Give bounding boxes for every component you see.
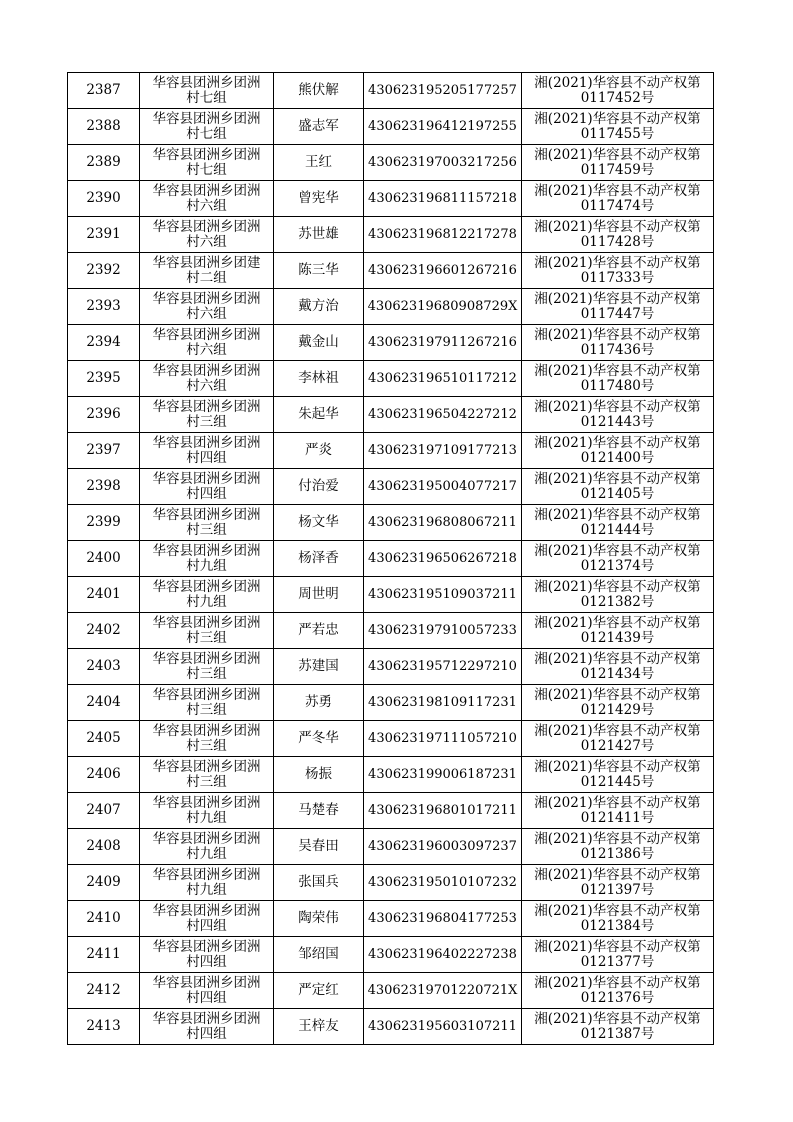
owner-name-cell: 苏勇 [274, 685, 364, 721]
address-cell [140, 685, 274, 721]
address-cell-line: 华容县团洲乡团洲 [152, 938, 261, 955]
owner-name-cell: 周世明 [274, 577, 364, 613]
certificate-number-cell [522, 289, 714, 325]
serial-number-cell: 2389 [68, 145, 140, 181]
address-cell-line: 华容县团洲乡团洲 [152, 542, 261, 559]
address-cell-line: 村三组 [186, 665, 227, 682]
certificate-number-cell-line: 0117474号 [580, 197, 655, 214]
address-cell-line: 华容县团洲乡团洲 [152, 758, 261, 775]
certificate-number-cell-line: 0121443号 [580, 413, 655, 430]
certificate-number-cell [522, 937, 714, 973]
address-cell-line: 华容县团洲乡团洲 [152, 434, 261, 451]
certificate-number-cell [522, 505, 714, 541]
serial-number-cell: 2394 [68, 325, 140, 361]
registry-table-body [68, 73, 714, 1045]
certificate-number-cell-line: 0121382号 [580, 593, 655, 610]
certificate-number-cell [522, 73, 714, 109]
address-cell-line: 华容县团洲乡团洲 [152, 218, 261, 235]
id-number-cell: 430623197003217256 [364, 145, 522, 181]
address-cell-line: 华容县团洲乡团洲 [152, 182, 261, 199]
id-number-cell: 430623196402227238 [364, 937, 522, 973]
certificate-number-cell-line: 0121439号 [580, 629, 655, 646]
certificate-number-cell-line: 0121377号 [580, 953, 655, 970]
address-cell-line: 村三组 [186, 701, 227, 718]
id-number-cell: 430623196812217278 [364, 217, 522, 253]
owner-name-cell: 严定红 [274, 973, 364, 1009]
certificate-number-cell-line: 湘(2021)华容县不动产权第 [534, 722, 701, 739]
address-cell-line: 村九组 [186, 557, 227, 574]
id-number-cell: 430623196504227212 [364, 397, 522, 433]
address-cell-line: 村三组 [186, 737, 227, 754]
certificate-number-cell-line: 0121427号 [580, 737, 655, 754]
address-cell-line: 村六组 [186, 377, 227, 394]
address-cell-line: 华容县团洲乡团洲 [152, 578, 261, 595]
table-row [68, 181, 714, 217]
serial-number-cell: 2395 [68, 361, 140, 397]
table-row [68, 541, 714, 577]
table-row [68, 613, 714, 649]
certificate-number-cell-line: 0117459号 [580, 161, 655, 178]
id-number-cell: 430623197911267216 [364, 325, 522, 361]
owner-name-cell: 邹绍国 [274, 937, 364, 973]
serial-number-cell: 2391 [68, 217, 140, 253]
certificate-number-cell-line: 湘(2021)华容县不动产权第 [534, 470, 701, 487]
address-cell [140, 505, 274, 541]
id-number-cell: 430623195205177257 [364, 73, 522, 109]
certificate-number-cell-line: 湘(2021)华容县不动产权第 [534, 434, 701, 451]
serial-number-cell: 2397 [68, 433, 140, 469]
owner-name-cell: 苏建国 [274, 649, 364, 685]
certificate-number-cell-line: 0117428号 [580, 233, 655, 250]
table-row [68, 685, 714, 721]
serial-number-cell: 2408 [68, 829, 140, 865]
serial-number-cell: 2393 [68, 289, 140, 325]
serial-number-cell: 2398 [68, 469, 140, 505]
address-cell-line: 村四组 [186, 989, 227, 1006]
certificate-number-cell-line: 湘(2021)华容县不动产权第 [534, 326, 701, 343]
certificate-number-cell [522, 865, 714, 901]
address-cell [140, 613, 274, 649]
address-cell [140, 973, 274, 1009]
owner-name-cell: 付治爱 [274, 469, 364, 505]
certificate-number-cell [522, 253, 714, 289]
certificate-number-cell-line: 湘(2021)华容县不动产权第 [534, 542, 701, 559]
certificate-number-cell [522, 109, 714, 145]
certificate-number-cell-line: 0117455号 [580, 125, 655, 142]
certificate-number-cell-line: 0121434号 [580, 665, 655, 682]
owner-name-cell: 陶荣伟 [274, 901, 364, 937]
certificate-number-cell-line: 湘(2021)华容县不动产权第 [534, 830, 701, 847]
address-cell-line: 村四组 [186, 953, 227, 970]
serial-number-cell: 2399 [68, 505, 140, 541]
certificate-number-cell-line: 湘(2021)华容县不动产权第 [534, 614, 701, 631]
table-row [68, 433, 714, 469]
certificate-number-cell-line: 0121445号 [580, 773, 655, 790]
serial-number-cell: 2402 [68, 613, 140, 649]
address-cell [140, 577, 274, 613]
address-cell-line: 村六组 [186, 233, 227, 250]
table-row [68, 937, 714, 973]
serial-number-cell: 2411 [68, 937, 140, 973]
address-cell-line: 村七组 [186, 89, 227, 106]
id-number-cell: 430623196601267216 [364, 253, 522, 289]
address-cell-line: 村九组 [186, 809, 227, 826]
owner-name-cell: 苏世雄 [274, 217, 364, 253]
certificate-number-cell-line: 0121400号 [580, 449, 655, 466]
table-row [68, 1009, 714, 1045]
table-row [68, 73, 714, 109]
table-row [68, 577, 714, 613]
serial-number-cell: 2390 [68, 181, 140, 217]
id-number-cell: 430623196808067211 [364, 505, 522, 541]
address-cell-line: 华容县团洲乡团洲 [152, 326, 261, 343]
owner-name-cell: 戴金山 [274, 325, 364, 361]
id-number-cell: 430623196510117212 [364, 361, 522, 397]
owner-name-cell: 王红 [274, 145, 364, 181]
certificate-number-cell [522, 829, 714, 865]
certificate-number-cell-line: 湘(2021)华容县不动产权第 [534, 182, 701, 199]
certificate-number-cell-line: 湘(2021)华容县不动产权第 [534, 290, 701, 307]
address-cell-line: 华容县团洲乡团洲 [152, 470, 261, 487]
serial-number-cell: 2405 [68, 721, 140, 757]
address-cell [140, 253, 274, 289]
address-cell [140, 289, 274, 325]
owner-name-cell: 严若忠 [274, 613, 364, 649]
address-cell-line: 华容县团洲乡团洲 [152, 110, 261, 127]
serial-number-cell: 2413 [68, 1009, 140, 1045]
address-cell-line: 村七组 [186, 125, 227, 142]
address-cell [140, 793, 274, 829]
certificate-number-cell-line: 0121386号 [580, 845, 655, 862]
registry-table [67, 72, 714, 1045]
address-cell-line: 华容县团洲乡团洲 [152, 146, 261, 163]
certificate-number-cell-line: 湘(2021)华容县不动产权第 [534, 974, 701, 991]
address-cell-line: 华容县团洲乡团洲 [152, 506, 261, 523]
owner-name-cell: 张国兵 [274, 865, 364, 901]
certificate-number-cell-line: 湘(2021)华容县不动产权第 [534, 218, 701, 235]
id-number-cell: 430623196003097237 [364, 829, 522, 865]
address-cell [140, 937, 274, 973]
address-cell-line: 村六组 [186, 341, 227, 358]
table-row [68, 397, 714, 433]
id-number-cell: 430623197109177213 [364, 433, 522, 469]
serial-number-cell: 2396 [68, 397, 140, 433]
address-cell [140, 361, 274, 397]
certificate-number-cell-line: 湘(2021)华容县不动产权第 [534, 74, 701, 91]
certificate-number-cell [522, 793, 714, 829]
address-cell [140, 181, 274, 217]
certificate-number-cell-line: 湘(2021)华容县不动产权第 [534, 254, 701, 271]
owner-name-cell: 盛志军 [274, 109, 364, 145]
id-number-cell: 430623196804177253 [364, 901, 522, 937]
id-number-cell: 43062319680908729X [364, 289, 522, 325]
certificate-number-cell-line: 湘(2021)华容县不动产权第 [534, 794, 701, 811]
certificate-number-cell-line: 0117333号 [580, 269, 655, 286]
certificate-number-cell [522, 973, 714, 1009]
table-row [68, 829, 714, 865]
serial-number-cell: 2412 [68, 973, 140, 1009]
id-number-cell: 430623196506267218 [364, 541, 522, 577]
certificate-number-cell-line: 湘(2021)华容县不动产权第 [534, 506, 701, 523]
id-number-cell: 430623196412197255 [364, 109, 522, 145]
address-cell [140, 901, 274, 937]
certificate-number-cell-line: 0117452号 [580, 89, 655, 106]
id-number-cell: 430623196811157218 [364, 181, 522, 217]
address-cell-line: 村九组 [186, 593, 227, 610]
owner-name-cell: 杨泽香 [274, 541, 364, 577]
certificate-number-cell [522, 469, 714, 505]
certificate-number-cell [522, 217, 714, 253]
address-cell [140, 73, 274, 109]
serial-number-cell: 2404 [68, 685, 140, 721]
serial-number-cell: 2387 [68, 73, 140, 109]
id-number-cell: 430623197910057233 [364, 613, 522, 649]
owner-name-cell: 朱起华 [274, 397, 364, 433]
certificate-number-cell-line: 0121387号 [580, 1025, 655, 1042]
owner-name-cell: 马楚春 [274, 793, 364, 829]
owner-name-cell: 杨振 [274, 757, 364, 793]
serial-number-cell: 2410 [68, 901, 140, 937]
address-cell-line: 华容县团洲乡团洲 [152, 794, 261, 811]
address-cell-line: 村二组 [186, 269, 227, 286]
table-row [68, 361, 714, 397]
certificate-number-cell [522, 1009, 714, 1045]
table-row [68, 109, 714, 145]
address-cell [140, 145, 274, 181]
owner-name-cell: 熊伏解 [274, 73, 364, 109]
certificate-number-cell-line: 0121376号 [580, 989, 655, 1006]
address-cell-line: 华容县团洲乡团洲 [152, 722, 261, 739]
address-cell [140, 541, 274, 577]
table-row [68, 325, 714, 361]
table-row [68, 289, 714, 325]
address-cell-line: 华容县团洲乡团洲 [152, 362, 261, 379]
owner-name-cell: 王梓友 [274, 1009, 364, 1045]
id-number-cell: 43062319701220721X [364, 973, 522, 1009]
address-cell-line: 华容县团洲乡团洲 [152, 1010, 261, 1027]
id-number-cell: 430623198109117231 [364, 685, 522, 721]
table-row [68, 253, 714, 289]
address-cell-line: 华容县团洲乡团洲 [152, 830, 261, 847]
address-cell [140, 469, 274, 505]
address-cell-line: 华容县团洲乡团洲 [152, 650, 261, 667]
certificate-number-cell-line: 湘(2021)华容县不动产权第 [534, 650, 701, 667]
certificate-number-cell [522, 901, 714, 937]
certificate-number-cell-line: 湘(2021)华容县不动产权第 [534, 866, 701, 883]
id-number-cell: 430623195712297210 [364, 649, 522, 685]
certificate-number-cell-line: 0117436号 [580, 341, 655, 358]
serial-number-cell: 2392 [68, 253, 140, 289]
certificate-number-cell [522, 397, 714, 433]
table-row [68, 217, 714, 253]
certificate-number-cell-line: 0121397号 [580, 881, 655, 898]
address-cell [140, 757, 274, 793]
certificate-number-cell-line: 0121405号 [580, 485, 655, 502]
address-cell-line: 华容县团洲乡团建 [152, 254, 261, 271]
certificate-number-cell-line: 湘(2021)华容县不动产权第 [534, 578, 701, 595]
certificate-number-cell [522, 613, 714, 649]
certificate-number-cell-line: 湘(2021)华容县不动产权第 [534, 938, 701, 955]
certificate-number-cell [522, 649, 714, 685]
certificate-number-cell-line: 0117480号 [580, 377, 655, 394]
serial-number-cell: 2388 [68, 109, 140, 145]
address-cell [140, 217, 274, 253]
serial-number-cell: 2407 [68, 793, 140, 829]
certificate-number-cell-line: 0121411号 [580, 809, 655, 826]
owner-name-cell: 吴春田 [274, 829, 364, 865]
table-row [68, 721, 714, 757]
address-cell-line: 村九组 [186, 881, 227, 898]
table-row [68, 973, 714, 1009]
address-cell-line: 华容县团洲乡团洲 [152, 974, 261, 991]
table-row [68, 145, 714, 181]
certificate-number-cell-line: 湘(2021)华容县不动产权第 [534, 398, 701, 415]
certificate-number-cell-line: 湘(2021)华容县不动产权第 [534, 110, 701, 127]
address-cell-line: 村四组 [186, 485, 227, 502]
certificate-number-cell-line: 0121444号 [580, 521, 655, 538]
address-cell-line: 村三组 [186, 629, 227, 646]
address-cell-line: 村六组 [186, 197, 227, 214]
serial-number-cell: 2409 [68, 865, 140, 901]
serial-number-cell: 2406 [68, 757, 140, 793]
id-number-cell: 430623195603107211 [364, 1009, 522, 1045]
id-number-cell: 430623195109037211 [364, 577, 522, 613]
address-cell-line: 村九组 [186, 845, 227, 862]
certificate-number-cell-line: 0121374号 [580, 557, 655, 574]
certificate-number-cell-line: 0121429号 [580, 701, 655, 718]
table-row [68, 649, 714, 685]
owner-name-cell: 戴方治 [274, 289, 364, 325]
certificate-number-cell [522, 145, 714, 181]
owner-name-cell: 陈三华 [274, 253, 364, 289]
address-cell-line: 村四组 [186, 917, 227, 934]
table-row [68, 793, 714, 829]
owner-name-cell: 杨文华 [274, 505, 364, 541]
certificate-number-cell [522, 721, 714, 757]
certificate-number-cell [522, 181, 714, 217]
address-cell-line: 村四组 [186, 449, 227, 466]
certificate-number-cell-line: 0121384号 [580, 917, 655, 934]
owner-name-cell: 李林祖 [274, 361, 364, 397]
table-row [68, 757, 714, 793]
address-cell-line: 村六组 [186, 305, 227, 322]
address-cell [140, 649, 274, 685]
certificate-number-cell [522, 685, 714, 721]
certificate-number-cell-line: 0117447号 [580, 305, 655, 322]
table-row [68, 901, 714, 937]
table-row [68, 469, 714, 505]
address-cell-line: 华容县团洲乡团洲 [152, 614, 261, 631]
id-number-cell: 430623196801017211 [364, 793, 522, 829]
address-cell-line: 村四组 [186, 1025, 227, 1042]
certificate-number-cell [522, 361, 714, 397]
address-cell [140, 109, 274, 145]
address-cell [140, 829, 274, 865]
address-cell-line: 华容县团洲乡团洲 [152, 902, 261, 919]
owner-name-cell: 严冬华 [274, 721, 364, 757]
certificate-number-cell [522, 757, 714, 793]
address-cell [140, 397, 274, 433]
certificate-number-cell-line: 湘(2021)华容县不动产权第 [534, 686, 701, 703]
serial-number-cell: 2403 [68, 649, 140, 685]
certificate-number-cell-line: 湘(2021)华容县不动产权第 [534, 146, 701, 163]
certificate-number-cell [522, 433, 714, 469]
id-number-cell: 430623199006187231 [364, 757, 522, 793]
serial-number-cell: 2400 [68, 541, 140, 577]
address-cell-line: 华容县团洲乡团洲 [152, 866, 261, 883]
id-number-cell: 430623195010107232 [364, 865, 522, 901]
address-cell [140, 1009, 274, 1045]
address-cell-line: 村三组 [186, 773, 227, 790]
certificate-number-cell [522, 577, 714, 613]
address-cell-line: 村三组 [186, 413, 227, 430]
table-row [68, 865, 714, 901]
certificate-number-cell-line: 湘(2021)华容县不动产权第 [534, 362, 701, 379]
certificate-number-cell [522, 541, 714, 577]
address-cell-line: 华容县团洲乡团洲 [152, 686, 261, 703]
certificate-number-cell-line: 湘(2021)华容县不动产权第 [534, 902, 701, 919]
address-cell [140, 325, 274, 361]
certificate-number-cell-line: 湘(2021)华容县不动产权第 [534, 1010, 701, 1027]
address-cell-line: 村三组 [186, 521, 227, 538]
certificate-number-cell [522, 325, 714, 361]
address-cell-line: 村七组 [186, 161, 227, 178]
address-cell-line: 华容县团洲乡团洲 [152, 290, 261, 307]
address-cell [140, 433, 274, 469]
address-cell [140, 721, 274, 757]
owner-name-cell: 曾宪华 [274, 181, 364, 217]
id-number-cell: 430623195004077217 [364, 469, 522, 505]
owner-name-cell: 严炎 [274, 433, 364, 469]
table-row [68, 505, 714, 541]
address-cell-line: 华容县团洲乡团洲 [152, 74, 261, 91]
certificate-number-cell-line: 湘(2021)华容县不动产权第 [534, 758, 701, 775]
id-number-cell: 430623197111057210 [364, 721, 522, 757]
address-cell-line: 华容县团洲乡团洲 [152, 398, 261, 415]
address-cell [140, 865, 274, 901]
serial-number-cell: 2401 [68, 577, 140, 613]
